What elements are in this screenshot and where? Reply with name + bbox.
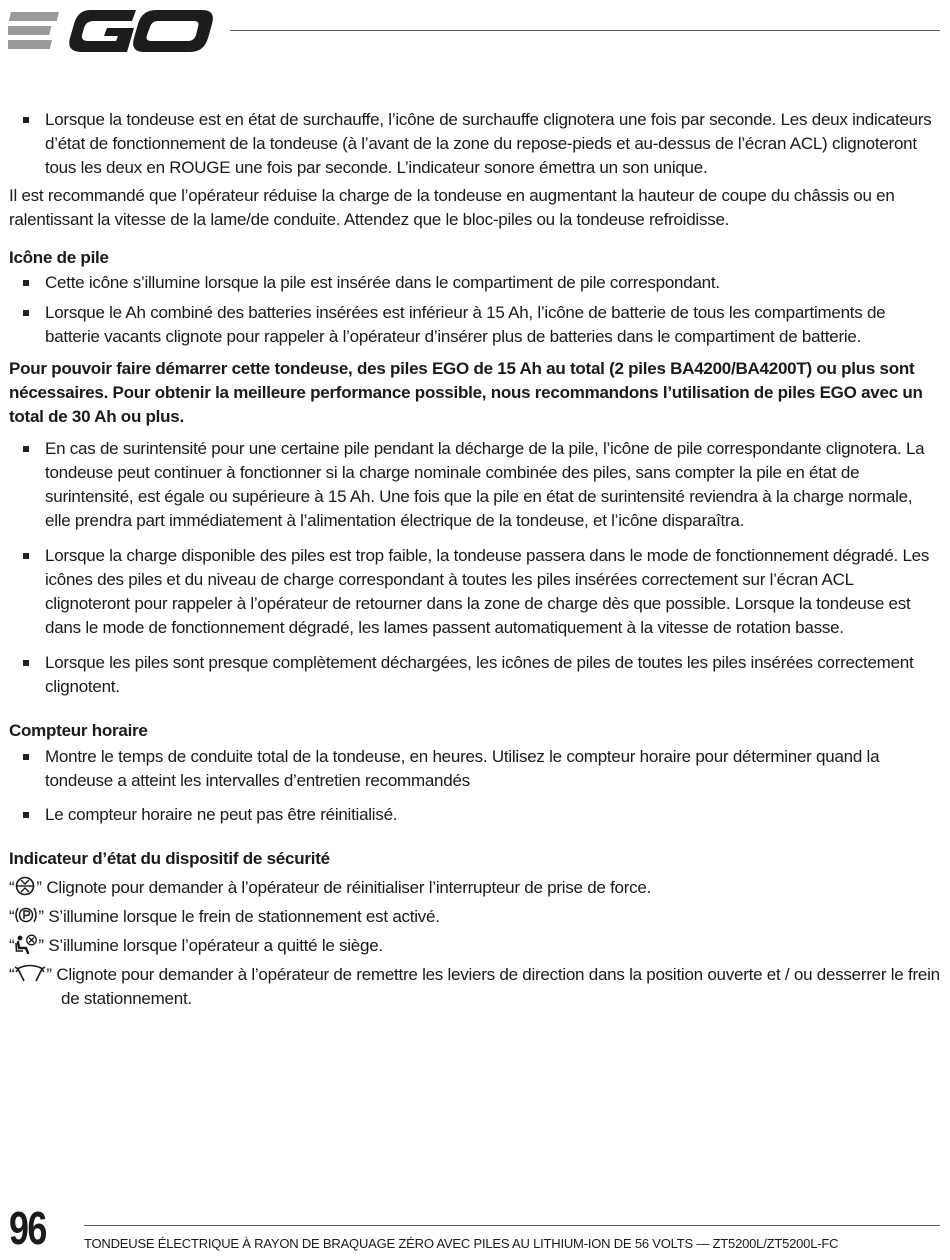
safety-item-parking-brake: “ ” S’illumine lorsque le frein de stationnement est activé. <box>9 907 440 926</box>
steering-levers-icon <box>14 963 46 983</box>
page-header <box>0 0 950 60</box>
seat-icon <box>14 934 38 954</box>
pto-icon <box>14 876 36 896</box>
bold-battery-requirement: Pour pouvoir faire démarrer cette tondeuse, des piles EGO de 15 Ah au total (2 piles BA4200/BA4200T) ou plus sont nécessaires. Pour obtenir la meilleure performance possible, nous recommandons l’utilisation de piles EGO avec un total de 30 Ah ou plus. <box>9 359 923 426</box>
safety-item-pto: “ ” Clignote pour demander à l’opérateur de réinitialiser l’interrupteur de prise de force. <box>9 878 652 897</box>
page-content <box>9 108 941 1011</box>
footer-rule <box>84 1225 940 1226</box>
header-rule <box>230 30 940 31</box>
safety-item-steering-levers: “ ” Clignote pour demander à l’opérateur de remettre les leviers de direction dans la position ouverte et / ou desserrer le frein de stationnement. <box>9 965 940 1008</box>
bullet-overcurrent: En cas de surintensité pour une certaine pile pendant la décharge de la pile, l’icône de pile correspondante clignotera. La tondeuse peut continuer à fonctionner si la charge nominale combinée des piles, sans compter la pile en état de surintensité, est égale ou supérieure à 15 Ah. Une fois que la pile en état de surintensité reviendra à la charge normale, elle prendra part immédiatement à l’alimentation électrique de la tondeuse, et l’icône disparaîtra. <box>9 437 941 533</box>
heading-safety-indicator: Indicateur d’état du dispositif de sécurité <box>9 849 330 868</box>
safety-item-seat: “ ” S’illumine lorsque l’opérateur a quitté le siège. <box>9 936 383 955</box>
bullet-overheat: Lorsque la tondeuse est en état de surchauffe, l’icône de surchauffe clignotera une fois par seconde. Les deux indicateurs d’état de fonctionnement de la tondeuse (à l’avant de la zone du repose-pieds et au-dessus de l’écran ACL) clignoteront tous les deux en ROUGE une fois par seconde. L’indicateur sonore émettra un son unique. <box>9 108 941 180</box>
para-recommendation: Il est recommandé que l’opérateur réduise la charge de la tondeuse en augmentant la hauteur de coupe du châssis ou en ralentissant la vitesse de la lame/de conduite. Attendez que le bloc-piles ou la tondeuse refroidisse. <box>9 186 895 229</box>
footer-title: TONDEUSE ÉLECTRIQUE À RAYON DE BRAQUAGE ZÉRO AVEC PILES AU LITHIUM-ION DE 56 VOLTS — ZT5200L/ZT5200L-FC <box>84 1236 839 1251</box>
bullet-battery-inserted: Cette icône s’illumine lorsque la pile est insérée dans le compartiment de pile correspondant. <box>9 271 941 295</box>
heading-battery-icon: Icône de pile <box>9 248 109 267</box>
ego-logo <box>8 8 214 54</box>
bullet-discharged: Lorsque les piles sont presque complètement déchargées, les icônes de piles de toutes les piles insérées correctement clignotent. <box>9 651 941 699</box>
page-number: 96 <box>9 1202 46 1254</box>
bullet-battery-low-ah: Lorsque le Ah combiné des batteries insérées est inférieur à 15 Ah, l’icône de batterie de tous les compartiments de batterie vacants clignote pour rappeler à l’opérateur d’insérer plus de batteries dans le compartiment de batterie. <box>9 301 941 349</box>
bullet-hour-meter-reset: Le compteur horaire ne peut pas être réinitialisé. <box>9 803 941 827</box>
bullet-degraded-mode: Lorsque la charge disponible des piles est trop faible, la tondeuse passera dans le mode de fonctionnement dégradé. Les icônes des piles et du niveau de charge correspondant à toutes les piles insérées correctement sur l’écran ACL clignoteront pour rappeler à l’opérateur de retourner dans la zone de charge dès que possible. Lorsque la tondeuse est dans le mode de fonctionnement dégradé, les lames passent automatiquement à la vitesse de rotation basse. <box>9 544 941 640</box>
bullet-hour-meter-total: Montre le temps de conduite total de la tondeuse, en heures. Utilisez le compteur horaire pour déterminer quand la tondeuse a atteint les intervalles d’entretien recommandés <box>9 745 941 793</box>
parking-brake-icon <box>14 905 38 925</box>
heading-hour-meter: Compteur horaire <box>9 721 148 740</box>
